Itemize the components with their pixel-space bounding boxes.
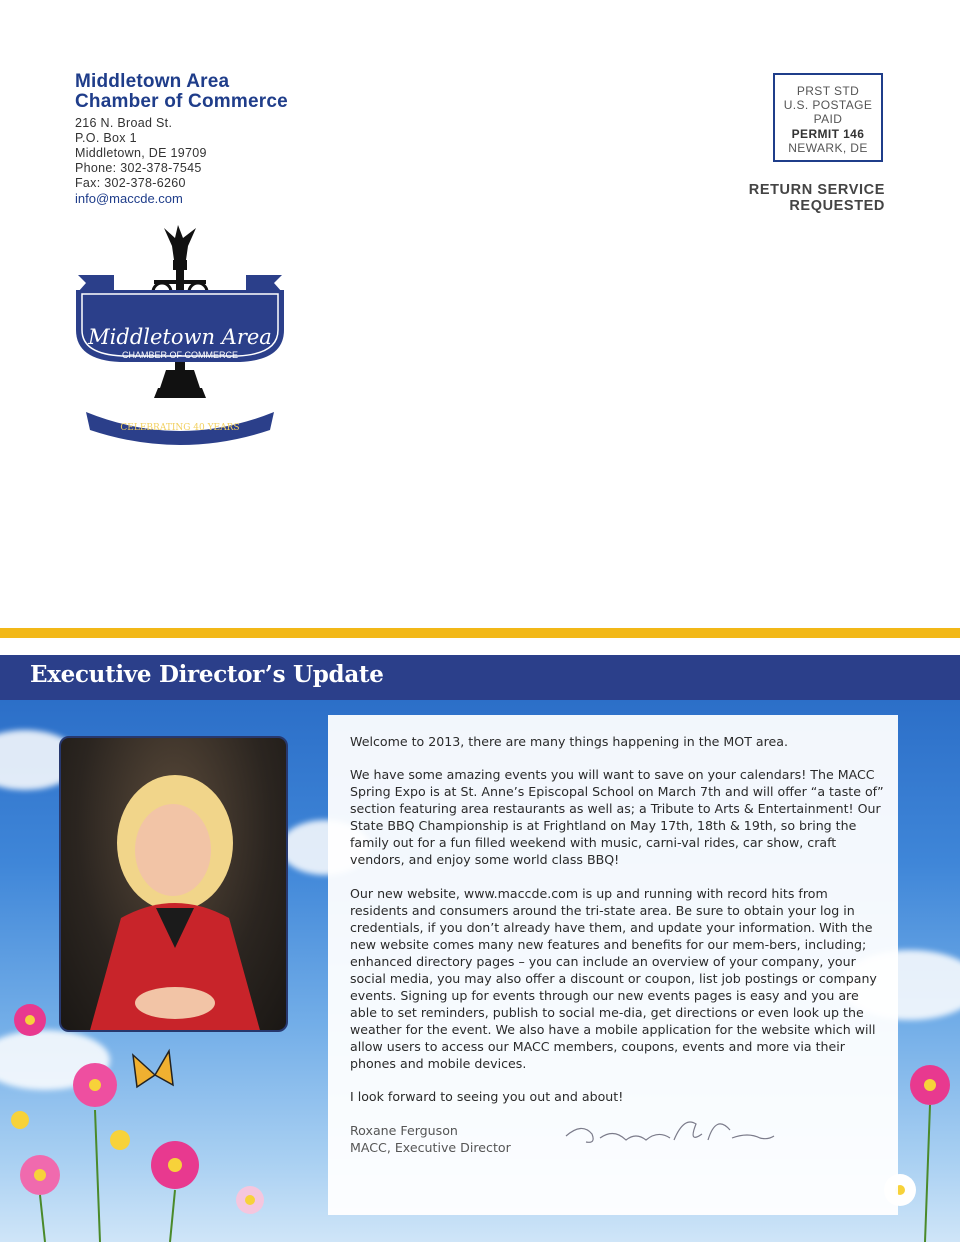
letter-paragraph-1: Welcome to 2013, there are many things happening in the MOT area. — [350, 734, 788, 749]
po-box: P.O. Box 1 — [75, 131, 137, 145]
indicia-line3: PAID — [813, 112, 843, 127]
org-name-line1: Middletown Area — [75, 71, 230, 92]
gold-stripe — [0, 628, 960, 638]
handwritten-signature — [562, 1110, 777, 1160]
return-service-requested: RETURN SERVICE REQUESTED — [748, 182, 885, 214]
postage-indicia — [773, 73, 883, 162]
indicia-city: NEWARK, DE — [788, 140, 868, 155]
letter-paragraph-2: We have some amazing events you will want to save on your calendars! The MACC Spring Expo is at St. Anne’s Episcopal School on March 7th and will offer “a taste of” section featuring area restaurants as well as; a Tribute to Arts & Entertainment! Our State BBQ Championship is at Frightland on May 17th, 18th & 19th, so bring the family out for a fun filled weekend with music, carni-val rides, car show, craft vendors, and enjoy some world class BBQ! — [350, 767, 884, 867]
indicia-line1: PRST STD — [796, 84, 860, 98]
letter-paragraph-4: I look forward to seeing you out and about! — [350, 1089, 624, 1104]
director-photo — [59, 736, 288, 1032]
city-state-zip: Middletown, DE 19709 — [75, 146, 207, 160]
org-name-line2: Chamber of Commerce — [75, 91, 288, 112]
signer-title: MACC, Executive Director — [350, 1140, 511, 1155]
fax: Fax: 302-378-6260 — [75, 176, 186, 190]
logo-year-start: 1972 — [100, 410, 118, 418]
street-address: 216 N. Broad St. — [75, 116, 173, 130]
return-address — [75, 72, 288, 207]
indicia-line2: U.S. POSTAGE — [783, 98, 873, 113]
logo-ribbon-text: CELEBRATING 40 YEARS — [120, 423, 240, 433]
email-link[interactable]: info@maccde.com — [75, 191, 183, 206]
chamber-logo — [70, 220, 290, 445]
phone: Phone: 302-378-7545 — [75, 161, 202, 175]
signer-name: Roxane Ferguson — [350, 1123, 458, 1138]
signer-block — [350, 1122, 511, 1156]
letter-panel — [328, 715, 898, 1215]
logo-year-end: 2012 — [246, 410, 264, 418]
indicia-permit: PERMIT 146 — [791, 126, 865, 141]
section-title: Executive Director’s Update — [30, 661, 384, 688]
letter-paragraph-3: Our new website, www.maccde.com is up and running with record hits from residents and consumers around the tri-state area. Be sure to obtain your log in credentials, if you don’t already have them, and update your information. With the new website comes many new features and benefits for our mem-bers, including; enhanced directory pages – you can include an overview of your company, your social media, you may also offer a discount or coupon, list job postings or company events. Signing up for events through our new events pages is easy and you are able to set reminders, publish to social me-dia, get directions or even look up the weather for the event. We also have a mobile application for the website which will allow users to access our MACC members, coupons, events and more via their phones and mobile devices. — [350, 886, 877, 1071]
logo-name: Middletown Area — [88, 325, 272, 349]
logo-subtitle: CHAMBER OF COMMERCE — [121, 350, 239, 360]
